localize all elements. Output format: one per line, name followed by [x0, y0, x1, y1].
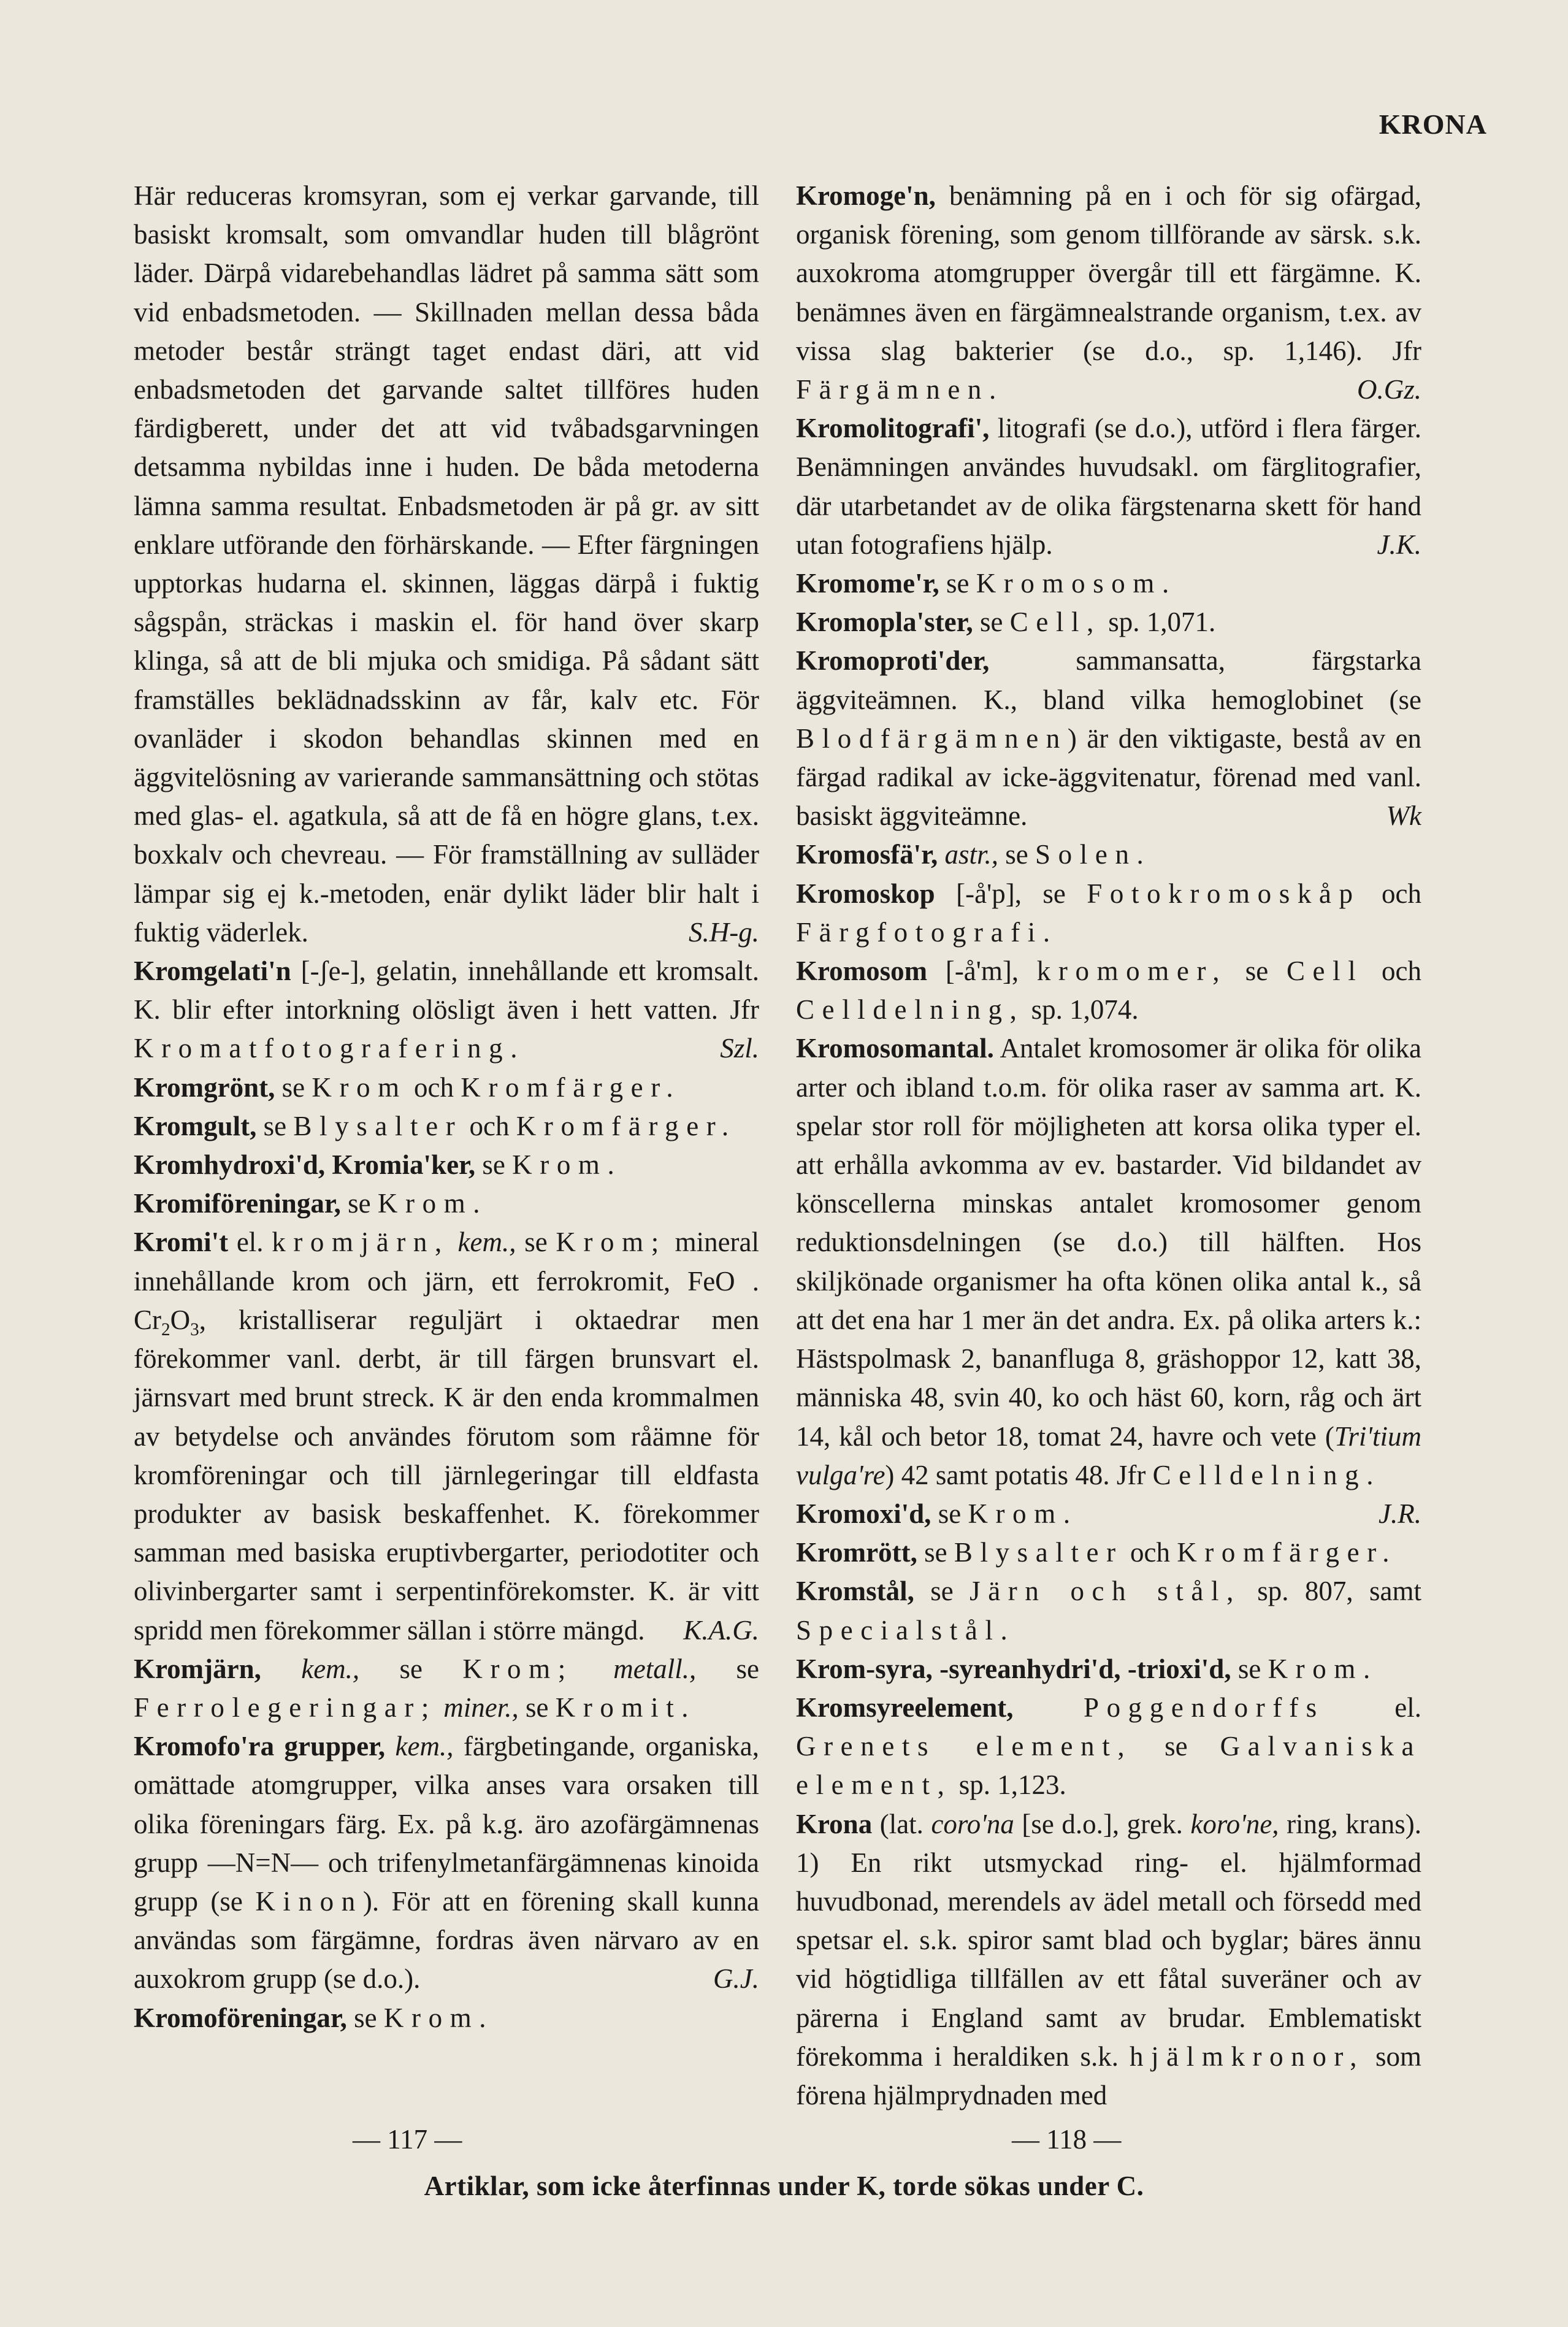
entry-kromosomantal: Kromosomantal. Antalet kromosomer är olika för olika arter och ibland t.o.m. för olika raser av samma art. K. spelar stor roll för möjligheten att korsa olika typer el. att erhålla avkomma av ev. bastarder. Vid bildandet av könscellerna minskas antalet kromosomer genom reduktionsdelningen (se d.o.) till hälften. Hos skiljkönade organismer ha ofta könen olika antal k., så att det ena har 1 mer än det andra. Ex. på olika arters k.: Hästspolmask 2, bananfluga 8, gräshoppor 12, katt 38, människa 48, svin 40, ko och häst 60, korn, råg och ärt 14, kål och betor 18, tomat 24, havre och vete (Tri'tium vulga're) 42 samt potatis 48. Jfr Celldelning. J.R.: [796, 1033, 1421, 1529]
entry-kromjarn: Kromjärn, kem., se Krom; metall., se Ferrolegeringar; miner., se Kromit.: [134, 1653, 760, 1723]
entry-krona: Krona (lat. coro'na [se d.o.], grek. koro'ne, ring, krans). 1) En rikt utsmyckad ring- el. hjälmformad huvudbonad, merendels av ädel metall och försedd med spetsar el. s.k. spiror samt blad och byglar; bäres ännu vid högtidliga tillfällen av ett fåtal suveräner och av pärerna i England samt av brudar. Emblematiskt förekomma i heraldiken s.k. hjälmkronor, som förena hjälmprydnaden med: [796, 1808, 1422, 2110]
entry-kromgult: Kromgult, se Blysalter och Kromfärger.: [134, 1110, 736, 1141]
entry-kromolitografi: Kromolitografi', litografi (se d.o.), utförd i flera färger. Benämningen användes huvudsakl. om färglitografier, där utarbetandet av de olika färgstenarna skett för hand utan fotografiens hjälp. J.K.: [796, 413, 1422, 560]
entry-kromoforeningar: Kromoföreningar, se Krom.: [134, 2002, 494, 2033]
page-number-left: — 117 —: [353, 2124, 462, 2155]
entry-kromoxid: Kromoxi'd, se Krom.: [796, 1498, 1078, 1529]
entry-kromomer: Kromome'r, se Kromosom.: [796, 568, 1177, 599]
entry-kromhydroxid: Kromhydroxi'd, Kromia'ker, se Krom.: [134, 1149, 622, 1181]
footer-note: Artiklar, som icke återfinnas under K, torde sökas under C.: [424, 2171, 1144, 2201]
entry-kromogen: Kromoge'n, benämning på en i och för sig ofärgad, organisk förening, som genom tillförande av särsk. s.k. auxokroma atomgrupper övergår till ett färgämne. K. benämnes även en färgämnealstrande organism, t.ex. av vissa slag bakterier (se d.o., sp. 1,146). Jfr Färgämnen. O.Gz.: [796, 180, 1421, 405]
entry-kromsyreelement: Kromsyreelement, Poggendorffs el. Grenets element, se Galvaniska element, sp. 1,123.: [796, 1692, 1422, 1801]
entry-continuation: Här reduceras kromsyran, som ej verkar garvande, till basiskt kromsalt, som omvandlar huden till blågrönt läder. Därpå vidarebehandlas lädret på samma sätt som vid enbadsmetoden. — Skillnaden mellan dessa båda metoder består strängt taget endast däri, att vid enbadsmetoden det garvande saltet tillföres huden färdigberett, under det att vid tvåbadsgarvningen detsamma nybildas inne i huden. De båda metoderna lämna samma resultat. Enbadsmetoden är på gr. av sitt enklare utförande den förhärskande. — Efter färgningen upptorkas hudarna el. skinnen, läggas därpå i fuktig sågspån, sträckas i maskin el. för hand över skarp klinga, så att de bli mjuka och smidiga. På sådant sätt framställes beklädnadsskinn av får, kalv etc. För ovanläder i skodon behandlas skinnen med en äggvitelösning av varierande sammansättning och stötas med glas- el. agatkula, så att de få en högre glans, t.ex. boxkalv och chevreau. — För framställning av sulläder lämpar sig ej k.-metoden, enär dylikt läder blir halt i fuktig väderlek. S.H-g.: [134, 180, 759, 948]
entry-kromrott: Kromrött, se Blysalter och Kromfärger.: [796, 1537, 1398, 1568]
entry-kromstal: Kromstål, se Järn och stål, sp. 807, samt Specialstål.: [796, 1576, 1421, 1646]
entry-kromiforeningar: Kromiföreningar, se Krom.: [134, 1188, 488, 1219]
entry-kromoplaster: Kromopla'ster, se Cell, sp. 1,071.: [796, 607, 1216, 638]
entry-kromosfar: Kromosfä'r, astr., se Solen.: [796, 839, 1152, 870]
entry-kromit: Kromi't el. kromjärn, kem., se Krom; mineral innehållande krom och järn, ett ferrokromit, FeO . $Cr_2O_3$, kristalliserar reguljärt i oktaedrar men förekommer vanl. derbt, är till färgen brunsvart el. järnsvart med brunt streck. K är den enda krommalmen av betydelse och användes förutom som råämne för kromföreningar och till järnlegeringar till eldfasta produkter av basisk beskaffenhet. K. förekommer samman med basiska eruptivbergarter, periodotiter och olivinbergarter samt i serpentinförekomster. K. är vitt spridd men förekommer sällan i större mängd. K.A.G.: [134, 1227, 760, 1646]
entry-kromoprotider: Kromoproti'der, sammansatta, färgstarka äggviteämnen. K., bland vilka hemoglobinet (se Blodfärgämnen) är den viktigaste, bestå av en färgad radikal av icke-äggvitenatur, förenad med vanl. basiskt äggviteämne. Wk: [796, 645, 1421, 832]
entry-kromsyra: Krom-syra, -syreanhydri'd, -trioxi'd, se Krom.: [796, 1653, 1378, 1684]
entry-kromosom: Kromosom [-å'm], kromomer, se Cell och Celldelning, sp. 1,074.: [796, 956, 1421, 1025]
entry-kromofora-grupper: Kromofo'ra grupper, kem., färgbetingande, organiska, omättade atomgrupper, vilka anses vara orsaken till olika föreningars färg. Ex. på k.g. äro azofärgämnenas grupp —N=N— och trifenylmetanfärgämnenas kinoida grupp (se Kinon). För att en förening skall kunna användas som färgämne, fordras även närvaro av en auxokrom grupp (se d.o.). G.J.: [134, 1731, 760, 1995]
page-number-right: — 118 —: [1012, 2124, 1122, 2155]
left-column: [134, 177, 759, 2038]
entry-kromgront: Kromgrönt, se Krom och Kromfärger.: [134, 1071, 681, 1103]
right-column: [796, 177, 1421, 2115]
entry-kromgelatin: Kromgelati'n [-ʃe-], gelatin, innehållande ett kromsalt. K. blir efter intorkning olösligt även i hett vatten. Jfr Kromatfotografering. Szl.: [134, 956, 759, 1064]
entry-kromoskop: Kromoskop [-å'p], se Fotokromoskåp och Färgfotografi.: [796, 878, 1422, 948]
running-head: KRONA: [1379, 109, 1487, 140]
